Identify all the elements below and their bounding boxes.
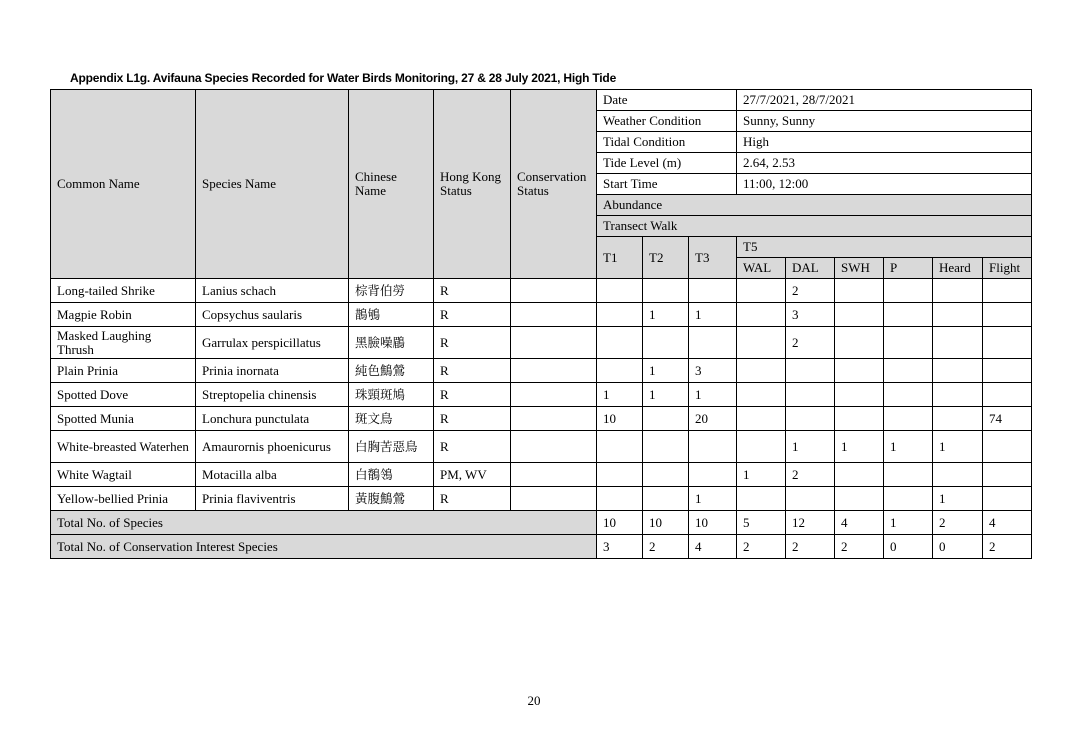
count-cell-t2: 1 bbox=[643, 303, 689, 327]
header-hk-status: Hong Kong Status bbox=[434, 90, 511, 279]
conservation-status-cell bbox=[511, 431, 597, 463]
page-number: 20 bbox=[527, 693, 541, 708]
count-cell-t1 bbox=[597, 487, 643, 511]
count-cell-heard bbox=[933, 383, 983, 407]
chinese-name-cell: 黃腹鷦鶯 bbox=[349, 487, 434, 511]
weather-label: Weather Condition bbox=[597, 111, 737, 132]
common-name-cell: Long-tailed Shrike bbox=[51, 279, 196, 303]
common-name-cell: Yellow-bellied Prinia bbox=[51, 487, 196, 511]
count-cell-dal bbox=[786, 383, 835, 407]
total-cell-t2: 2 bbox=[643, 535, 689, 559]
count-cell-t1 bbox=[597, 279, 643, 303]
count-cell-swh: 1 bbox=[835, 431, 884, 463]
start-time-value: 11:00, 12:00 bbox=[737, 174, 1032, 195]
count-cell-heard: 1 bbox=[933, 431, 983, 463]
total-cell-p: 1 bbox=[884, 511, 933, 535]
count-cell-wal bbox=[737, 303, 786, 327]
t5-heard-header: Heard bbox=[933, 258, 983, 279]
chinese-name-cell: 斑文鳥 bbox=[349, 407, 434, 431]
count-cell-p bbox=[884, 487, 933, 511]
count-cell-t3: 3 bbox=[689, 359, 737, 383]
common-name-cell: Magpie Robin bbox=[51, 303, 196, 327]
count-cell-t3: 1 bbox=[689, 383, 737, 407]
hk-status-cell: R bbox=[434, 279, 511, 303]
count-cell-wal bbox=[737, 407, 786, 431]
count-cell-wal bbox=[737, 279, 786, 303]
total-cell-t1: 10 bbox=[597, 511, 643, 535]
count-cell-swh bbox=[835, 327, 884, 359]
common-name-cell: White-breasted Waterhen bbox=[51, 431, 196, 463]
count-cell-flight bbox=[983, 431, 1032, 463]
count-cell-wal bbox=[737, 327, 786, 359]
count-cell-wal bbox=[737, 487, 786, 511]
transect-walk-header: Transect Walk bbox=[597, 216, 1032, 237]
count-cell-t3 bbox=[689, 327, 737, 359]
count-cell-swh bbox=[835, 383, 884, 407]
conservation-status-cell bbox=[511, 279, 597, 303]
count-cell-p bbox=[884, 327, 933, 359]
count-cell-t2 bbox=[643, 487, 689, 511]
total-cell-flight: 2 bbox=[983, 535, 1032, 559]
count-cell-wal bbox=[737, 431, 786, 463]
t5-swh-header: SWH bbox=[835, 258, 884, 279]
count-cell-heard bbox=[933, 279, 983, 303]
chinese-name-cell: 珠頸斑鳩 bbox=[349, 383, 434, 407]
species-name-cell: Copsychus saularis bbox=[196, 303, 349, 327]
total-cell-t2: 10 bbox=[643, 511, 689, 535]
count-cell-p bbox=[884, 359, 933, 383]
table-row bbox=[51, 463, 1032, 487]
t5-wal-header: WAL bbox=[737, 258, 786, 279]
table-row bbox=[51, 383, 1032, 407]
count-cell-dal: 2 bbox=[786, 279, 835, 303]
totals-row bbox=[51, 511, 1032, 535]
common-name-cell: Plain Prinia bbox=[51, 359, 196, 383]
header-species-name: Species Name bbox=[196, 90, 349, 279]
total-cell-flight: 4 bbox=[983, 511, 1032, 535]
species-name-cell: Prinia flaviventris bbox=[196, 487, 349, 511]
count-cell-p bbox=[884, 303, 933, 327]
conservation-status-cell bbox=[511, 407, 597, 431]
count-cell-dal: 3 bbox=[786, 303, 835, 327]
totals-row bbox=[51, 535, 1032, 559]
count-cell-heard bbox=[933, 463, 983, 487]
count-cell-swh bbox=[835, 359, 884, 383]
hk-status-cell: R bbox=[434, 487, 511, 511]
count-cell-t2: 1 bbox=[643, 359, 689, 383]
total-cell-heard: 2 bbox=[933, 511, 983, 535]
count-cell-heard bbox=[933, 407, 983, 431]
total-cell-swh: 2 bbox=[835, 535, 884, 559]
totals-label: Total No. of Species bbox=[51, 511, 597, 535]
conservation-status-cell bbox=[511, 487, 597, 511]
transect-t2-header: T2 bbox=[643, 237, 689, 279]
t5-flight-header: Flight bbox=[983, 258, 1032, 279]
count-cell-dal bbox=[786, 359, 835, 383]
common-name-cell: Masked Laughing Thrush bbox=[51, 327, 196, 359]
count-cell-t1 bbox=[597, 303, 643, 327]
conservation-status-cell bbox=[511, 327, 597, 359]
tide-level-label: Tide Level (m) bbox=[597, 153, 737, 174]
conservation-status-cell bbox=[511, 383, 597, 407]
chinese-name-cell: 純色鷦鶯 bbox=[349, 359, 434, 383]
common-name-cell: White Wagtail bbox=[51, 463, 196, 487]
count-cell-flight bbox=[983, 279, 1032, 303]
count-cell-wal: 1 bbox=[737, 463, 786, 487]
chinese-name-cell: 白胸苦惡鳥 bbox=[349, 431, 434, 463]
count-cell-t1: 1 bbox=[597, 383, 643, 407]
species-name-cell: Garrulax perspicillatus bbox=[196, 327, 349, 359]
table-caption: Appendix L1g. Avifauna Species Recorded for Water Birds Monitoring, 27 & 28 July 2021, High Tide bbox=[70, 71, 617, 85]
hk-status-cell: R bbox=[434, 431, 511, 463]
total-cell-heard: 0 bbox=[933, 535, 983, 559]
count-cell-flight bbox=[983, 487, 1032, 511]
count-cell-heard: 1 bbox=[933, 487, 983, 511]
count-cell-p bbox=[884, 407, 933, 431]
hk-status-cell: R bbox=[434, 327, 511, 359]
species-table bbox=[50, 89, 1032, 559]
count-cell-t2 bbox=[643, 407, 689, 431]
common-name-cell: Spotted Munia bbox=[51, 407, 196, 431]
tidal-condition-label: Tidal Condition bbox=[597, 132, 737, 153]
count-cell-p bbox=[884, 463, 933, 487]
count-cell-p bbox=[884, 279, 933, 303]
transect-t1-header: T1 bbox=[597, 237, 643, 279]
total-cell-dal: 12 bbox=[786, 511, 835, 535]
date-label: Date bbox=[597, 90, 737, 111]
count-cell-t2 bbox=[643, 463, 689, 487]
tide-level-value: 2.64, 2.53 bbox=[737, 153, 1032, 174]
count-cell-t3 bbox=[689, 431, 737, 463]
count-cell-flight bbox=[983, 327, 1032, 359]
count-cell-t1 bbox=[597, 431, 643, 463]
count-cell-dal bbox=[786, 407, 835, 431]
transect-t5-header: T5 bbox=[737, 237, 1032, 258]
total-cell-t1: 3 bbox=[597, 535, 643, 559]
conservation-status-cell bbox=[511, 463, 597, 487]
t5-dal-header: DAL bbox=[786, 258, 835, 279]
weather-value: Sunny, Sunny bbox=[737, 111, 1032, 132]
count-cell-wal bbox=[737, 383, 786, 407]
count-cell-flight bbox=[983, 359, 1032, 383]
tidal-condition-value: High bbox=[737, 132, 1032, 153]
hk-status-cell: R bbox=[434, 383, 511, 407]
count-cell-wal bbox=[737, 359, 786, 383]
count-cell-flight bbox=[983, 463, 1032, 487]
count-cell-heard bbox=[933, 327, 983, 359]
count-cell-t3: 1 bbox=[689, 487, 737, 511]
count-cell-flight: 74 bbox=[983, 407, 1032, 431]
count-cell-swh bbox=[835, 487, 884, 511]
transect-t3-header: T3 bbox=[689, 237, 737, 279]
count-cell-t1 bbox=[597, 463, 643, 487]
count-cell-t1: 10 bbox=[597, 407, 643, 431]
hk-status-cell: PM, WV bbox=[434, 463, 511, 487]
start-time-label: Start Time bbox=[597, 174, 737, 195]
table-row bbox=[51, 303, 1032, 327]
table-row bbox=[51, 327, 1032, 359]
chinese-name-cell: 黑臉噪鶥 bbox=[349, 327, 434, 359]
count-cell-swh bbox=[835, 407, 884, 431]
table-row bbox=[51, 431, 1032, 463]
count-cell-t2 bbox=[643, 327, 689, 359]
species-name-cell: Lanius schach bbox=[196, 279, 349, 303]
count-cell-swh bbox=[835, 303, 884, 327]
hk-status-cell: R bbox=[434, 359, 511, 383]
species-name-cell: Motacilla alba bbox=[196, 463, 349, 487]
count-cell-p bbox=[884, 383, 933, 407]
total-cell-t3: 10 bbox=[689, 511, 737, 535]
total-cell-wal: 5 bbox=[737, 511, 786, 535]
count-cell-p: 1 bbox=[884, 431, 933, 463]
t5-p-header: P bbox=[884, 258, 933, 279]
count-cell-t1 bbox=[597, 359, 643, 383]
count-cell-t3 bbox=[689, 463, 737, 487]
conservation-status-cell bbox=[511, 359, 597, 383]
count-cell-dal: 2 bbox=[786, 463, 835, 487]
abundance-header: Abundance bbox=[597, 195, 1032, 216]
date-value: 27/7/2021, 28/7/2021 bbox=[737, 90, 1032, 111]
header-chinese-name: Chinese Name bbox=[349, 90, 434, 279]
count-cell-t2 bbox=[643, 431, 689, 463]
count-cell-dal: 1 bbox=[786, 431, 835, 463]
table-row bbox=[51, 279, 1032, 303]
chinese-name-cell: 棕背伯勞 bbox=[349, 279, 434, 303]
count-cell-heard bbox=[933, 359, 983, 383]
species-name-cell: Amaurornis phoenicurus bbox=[196, 431, 349, 463]
header-common-name: Common Name bbox=[51, 90, 196, 279]
total-cell-p: 0 bbox=[884, 535, 933, 559]
total-cell-t3: 4 bbox=[689, 535, 737, 559]
species-name-cell: Prinia inornata bbox=[196, 359, 349, 383]
chinese-name-cell: 白鶺鴒 bbox=[349, 463, 434, 487]
count-cell-t1 bbox=[597, 327, 643, 359]
count-cell-t3: 1 bbox=[689, 303, 737, 327]
total-cell-dal: 2 bbox=[786, 535, 835, 559]
count-cell-flight bbox=[983, 383, 1032, 407]
table-row bbox=[51, 407, 1032, 431]
table-row bbox=[51, 359, 1032, 383]
hk-status-cell: R bbox=[434, 407, 511, 431]
totals-label: Total No. of Conservation Interest Species bbox=[51, 535, 597, 559]
count-cell-t2: 1 bbox=[643, 383, 689, 407]
species-name-cell: Streptopelia chinensis bbox=[196, 383, 349, 407]
total-cell-wal: 2 bbox=[737, 535, 786, 559]
total-cell-swh: 4 bbox=[835, 511, 884, 535]
count-cell-flight bbox=[983, 303, 1032, 327]
conservation-status-cell bbox=[511, 303, 597, 327]
count-cell-dal bbox=[786, 487, 835, 511]
common-name-cell: Spotted Dove bbox=[51, 383, 196, 407]
count-cell-swh bbox=[835, 279, 884, 303]
count-cell-t3: 20 bbox=[689, 407, 737, 431]
count-cell-t2 bbox=[643, 279, 689, 303]
header-conservation-status: Conservation Status bbox=[511, 90, 597, 279]
count-cell-swh bbox=[835, 463, 884, 487]
chinese-name-cell: 鵲鴝 bbox=[349, 303, 434, 327]
count-cell-heard bbox=[933, 303, 983, 327]
hk-status-cell: R bbox=[434, 303, 511, 327]
count-cell-dal: 2 bbox=[786, 327, 835, 359]
count-cell-t3 bbox=[689, 279, 737, 303]
table-row bbox=[51, 487, 1032, 511]
species-name-cell: Lonchura punctulata bbox=[196, 407, 349, 431]
